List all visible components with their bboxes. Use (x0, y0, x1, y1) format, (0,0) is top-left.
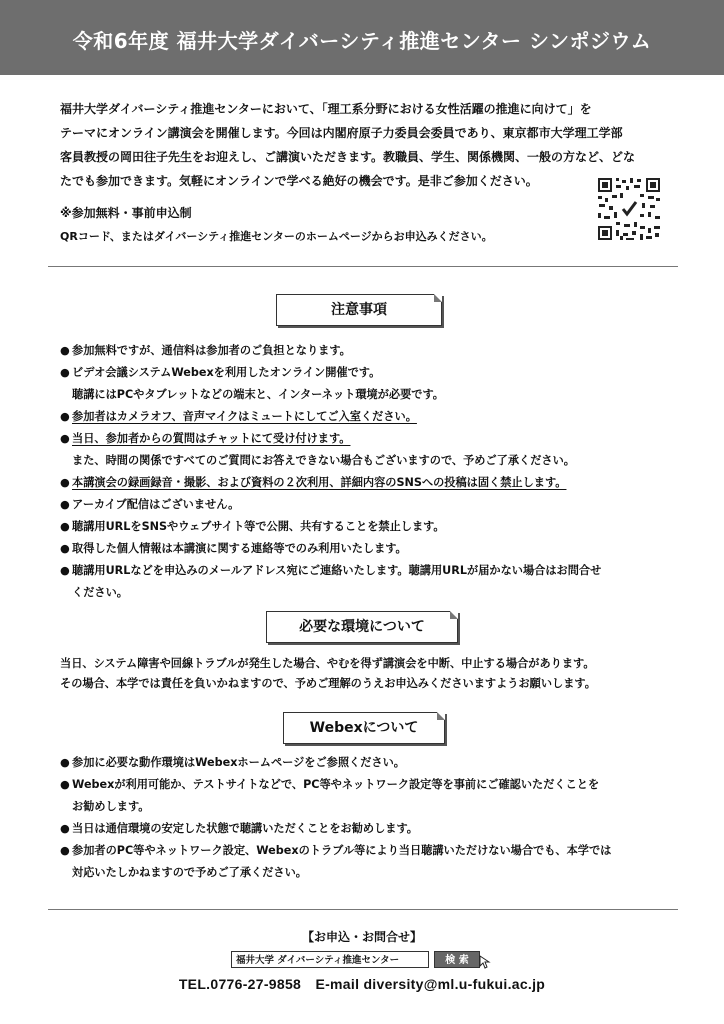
notes-list (60, 340, 680, 604)
item-text: 当日は通信環境の安定した状態で聴講いただくことをお勧めします。 (72, 822, 418, 835)
bullet: ● (60, 476, 70, 489)
list-item (60, 752, 680, 774)
header-banner (0, 0, 724, 75)
section-title-environment (266, 611, 458, 643)
bullet: ● (60, 432, 70, 445)
item-text: 本講演会の録画録音・撮影、および資料の２次利用、詳細内容のSNSへの投稿は固く禁止します。 (72, 476, 567, 489)
list-item (60, 516, 680, 538)
bullet: ● (60, 756, 70, 769)
divider (48, 266, 678, 267)
item-continuation: また、時間の関係ですべてのご質問にお答えできない場合もございますので、予めご了承ください。 (72, 454, 575, 467)
bullet: ● (60, 564, 70, 577)
item-continuation: ください。 (72, 586, 128, 599)
corner-fold-icon (450, 611, 458, 619)
bullet: ● (60, 366, 70, 379)
bullet: ● (60, 520, 70, 533)
item-text: 参加者はカメラオフ、音声マイクはミュートにしてご入室ください。 (72, 410, 417, 423)
list-item (60, 340, 680, 362)
pointer-cursor-icon (479, 955, 491, 969)
list-item (60, 428, 680, 472)
webex-list (60, 752, 680, 884)
intro-line: 客員教授の岡田往子先生をお迎えし、ご講演いただきます。教職員、学生、関係機関、一般の方など、どな (60, 150, 636, 164)
page-title: 令和6年度 福井大学ダイバーシティ推進センター シンポジウム (72, 29, 652, 53)
bullet: ● (60, 410, 70, 423)
item-text: 聴講用URLなどを申込みのメールアドレス宛にご連絡いたします。聴講用URLが届かない場合はお問合せ (72, 564, 602, 577)
item-continuation: 聴講にはPCやタブレットなどの端末と、インターネット環境が必要です。 (72, 388, 444, 401)
intro-line: たでも参加できます。気軽にオンラインで学べる絶好の機会です。是非ご参加ください。 (60, 174, 538, 188)
list-item (60, 538, 680, 560)
contact-info: TEL.0776-27-9858 E-mail diversity@ml.u-fukui.ac.jp (178, 976, 546, 992)
env-line: その場合、本学では責任を負いかねますので、予めご理解のうえお申込みくださいますようお願いします。 (60, 677, 596, 690)
section-title-text: 注意事項 (331, 302, 387, 318)
item-text: 聴講用URLをSNSやウェブサイト等で公開、共有することを禁止します。 (72, 520, 445, 533)
section-title-text: Webexについて (309, 720, 419, 736)
item-text: 当日、参加者からの質問はチャットにて受け付けます。 (72, 432, 351, 445)
intro-line: テーマにオンライン講演会を開催します。今回は内閣府原子力委員会委員であり、東京都市大学理工学部 (60, 126, 623, 140)
list-item (60, 406, 680, 428)
search-button[interactable]: 検 索 (434, 951, 480, 968)
item-continuation: 対応いたしかねますので予めご了承ください。 (72, 866, 307, 879)
bullet: ● (60, 542, 70, 555)
contact-title: 【お申込・お問合せ】 (301, 930, 422, 944)
item-text: ビデオ会議システムWebexを利用したオンライン開催です。 (72, 366, 381, 379)
list-item (60, 472, 680, 494)
qr-code[interactable] (596, 176, 662, 242)
bullet: ● (60, 844, 70, 857)
list-item (60, 494, 680, 516)
corner-fold-icon (434, 294, 442, 302)
env-line: 当日、システム障害や回線トラブルが発生した場合、やむを得ず講演会を中断、中止する場合があります。 (60, 657, 595, 670)
section-title-webex (283, 712, 445, 744)
bullet: ● (60, 822, 70, 835)
divider (48, 909, 678, 910)
list-item (60, 362, 680, 406)
item-continuation: お勧めします。 (72, 800, 150, 813)
section-title-text: 必要な環境について (299, 619, 425, 635)
intro-paragraph (60, 97, 670, 193)
bullet: ● (60, 778, 70, 791)
corner-fold-icon (437, 712, 445, 720)
search-input[interactable]: 福井大学 ダイバーシティ推進センター (231, 951, 429, 968)
section-title-notes (276, 294, 442, 326)
list-item (60, 560, 680, 604)
list-item (60, 774, 680, 818)
list-item (60, 840, 680, 884)
environment-paragraph (60, 654, 680, 694)
item-text: 参加者のPC等やネットワーク設定、Webexのトラブル等により当日聴講いただけない場合でも、本学では (72, 844, 612, 857)
list-item (60, 818, 680, 840)
intro-line: 福井大学ダイバーシティ推進センターにおいて、「理工系分野における女性活躍の推進に向けて」を (60, 102, 592, 116)
item-text: Webexが利用可能か、テストサイトなどで、PC等やネットワーク設定等を事前にご確認いただくことを (72, 778, 600, 791)
item-text: 参加無料ですが、通信料は参加者のご負担となります。 (72, 344, 351, 357)
bullet: ● (60, 344, 70, 357)
qr-instruction: QRコード、またはダイバーシティ推進センターのホームページからお申込みください。 (60, 230, 493, 243)
item-text: 取得した個人情報は本講演に関する連絡等でのみ利用いたします。 (72, 542, 407, 555)
bullet: ● (60, 498, 70, 511)
item-text: アーカイブ配信はございません。 (72, 498, 240, 511)
free-registration-note: ※参加無料・事前申込制 (60, 206, 192, 220)
item-text: 参加に必要な動作環境はWebexホームページをご参照ください。 (72, 756, 405, 769)
